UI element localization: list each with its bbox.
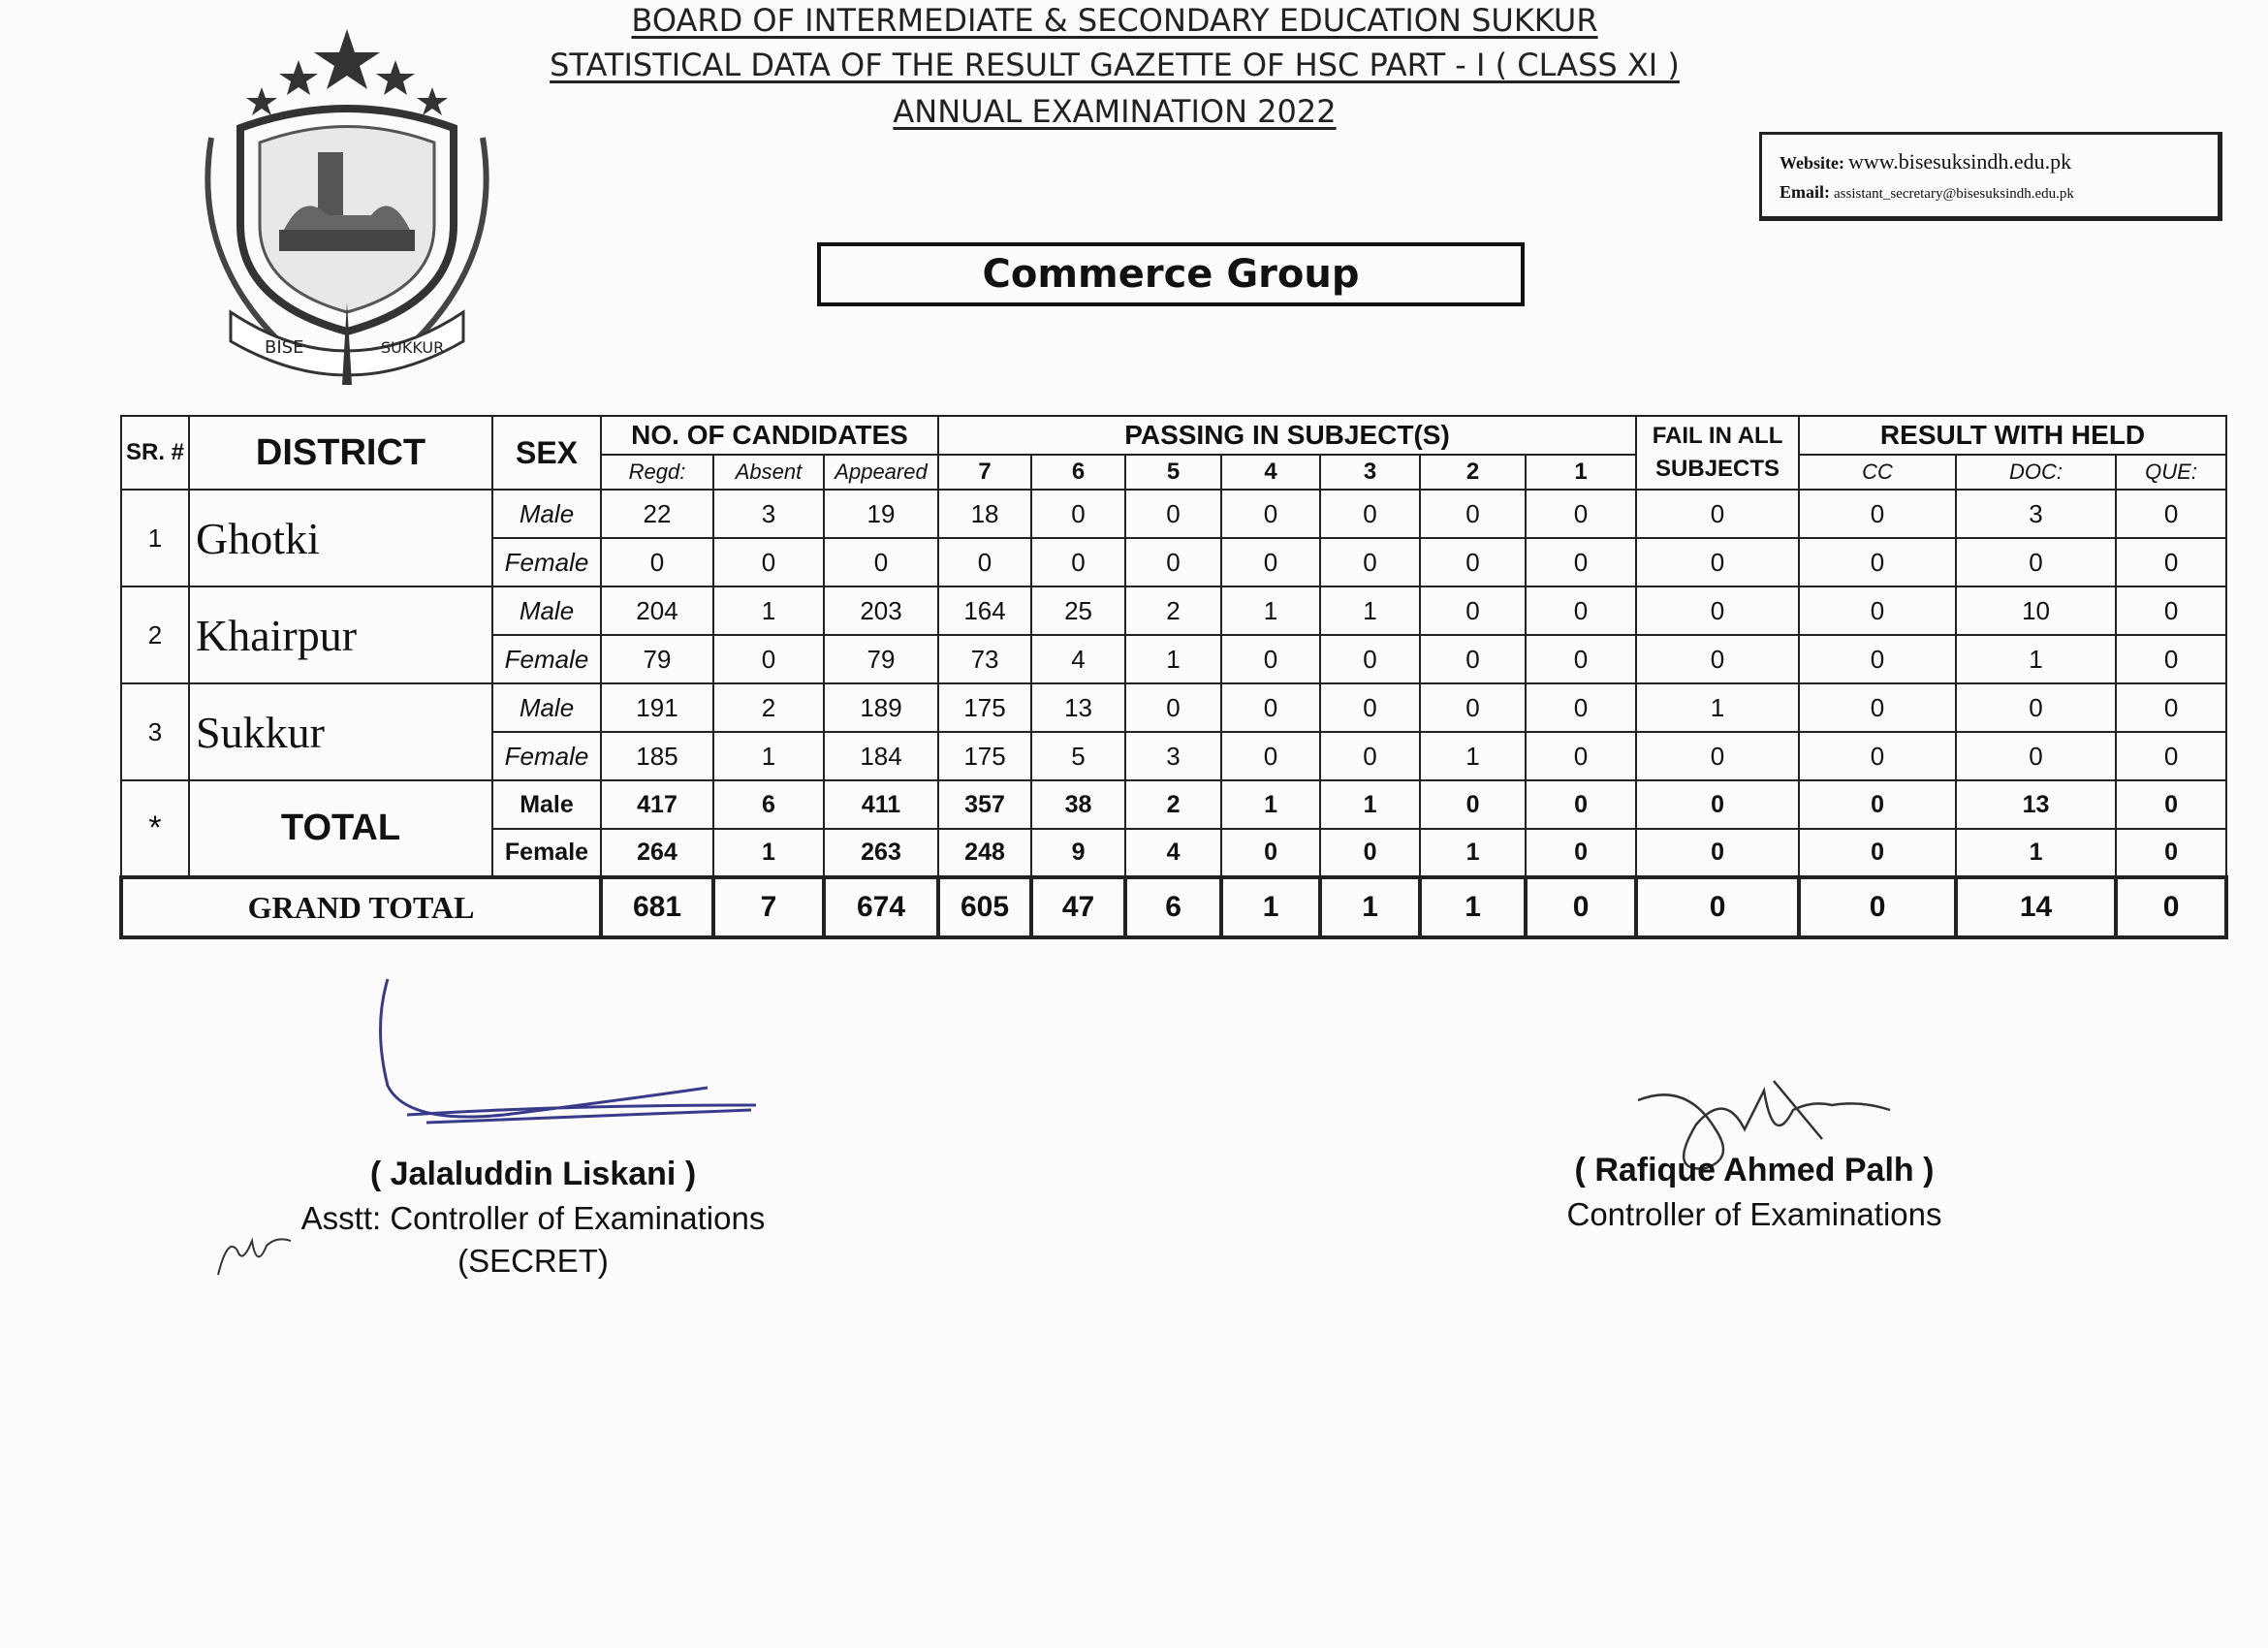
- sex-cell: Female: [492, 732, 601, 780]
- pass-3-cell: 1: [1320, 586, 1420, 635]
- doc-cell: 13: [1956, 780, 2116, 829]
- pass-5-cell: 3: [1125, 732, 1221, 780]
- sr-cell: 3: [121, 683, 189, 780]
- fail-cell: 0: [1636, 586, 1799, 635]
- que-cell: 0: [2116, 635, 2226, 683]
- appeared-cell: 189: [824, 683, 938, 732]
- sr-cell: 2: [121, 586, 189, 683]
- pass-6-cell: 5: [1031, 732, 1125, 780]
- doc-cell: 14: [1956, 877, 2116, 937]
- absent-cell: 0: [713, 538, 824, 586]
- doc-cell: 3: [1956, 490, 2116, 538]
- appeared-cell: 263: [824, 829, 938, 877]
- absent-cell: 1: [713, 829, 824, 877]
- cc-cell: 0: [1799, 877, 1956, 937]
- pass-1-cell: 0: [1526, 780, 1636, 829]
- doc-cell: 10: [1956, 586, 2116, 635]
- group-title: Commerce Group: [817, 242, 1525, 306]
- cc-cell: 0: [1799, 732, 1956, 780]
- pass-3-cell: 0: [1320, 683, 1420, 732]
- pass-7-cell: 175: [938, 683, 1031, 732]
- pass-7-cell: 164: [938, 586, 1031, 635]
- pass-4-cell: 1: [1221, 586, 1320, 635]
- pass-6-cell: 0: [1031, 538, 1125, 586]
- pass-4-cell: 0: [1221, 829, 1320, 877]
- pass-1-cell: 0: [1526, 586, 1636, 635]
- candidates-header: NO. OF CANDIDATES: [601, 416, 938, 455]
- pass-7-cell: 73: [938, 635, 1031, 683]
- fail-cell: 0: [1636, 877, 1799, 937]
- grand-total-row: [121, 877, 2226, 937]
- pass-2-cell: 0: [1420, 635, 1526, 683]
- pass-6-cell: 38: [1031, 780, 1125, 829]
- district-name: Khairpur: [189, 586, 492, 683]
- district-header: DISTRICT: [189, 416, 492, 490]
- pass-1-cell: 0: [1526, 877, 1636, 937]
- pass-7-cell: 0: [938, 538, 1031, 586]
- doc-cell: 1: [1956, 635, 2116, 683]
- email-link[interactable]: assistant_secretary@bisesuksindh.edu.pk: [1834, 186, 2074, 202]
- que-cell: 0: [2116, 877, 2226, 937]
- fail-cell: 0: [1636, 538, 1799, 586]
- fail-header: FAIL IN ALL SUBJECTS: [1636, 416, 1799, 490]
- pass-4-cell: 1: [1221, 780, 1320, 829]
- regd-cell: 191: [601, 683, 713, 732]
- pass-1-cell: 0: [1526, 490, 1636, 538]
- cc-cell: 0: [1799, 490, 1956, 538]
- cc-cell: 0: [1799, 780, 1956, 829]
- website-link[interactable]: www.bisesuksindh.edu.pk: [1848, 149, 2072, 174]
- pass-7-cell: 175: [938, 732, 1031, 780]
- pass-6-cell: 25: [1031, 586, 1125, 635]
- table-row: [121, 490, 2226, 538]
- pass-3-cell: 0: [1320, 829, 1420, 877]
- absent-cell: 6: [713, 780, 824, 829]
- cc-cell: 0: [1799, 538, 1956, 586]
- appeared-cell: 411: [824, 780, 938, 829]
- total-label: TOTAL: [189, 780, 492, 877]
- pass-6-cell: 13: [1031, 683, 1125, 732]
- pass-6-header: 6: [1031, 455, 1125, 490]
- pass-2-header: 2: [1420, 455, 1526, 490]
- fail-cell: 0: [1636, 635, 1799, 683]
- regd-cell: 22: [601, 490, 713, 538]
- sex-cell: Female: [492, 635, 601, 683]
- regd-cell: 204: [601, 586, 713, 635]
- pass-3-header: 3: [1320, 455, 1420, 490]
- pass-5-cell: 1: [1125, 635, 1221, 683]
- logo-ribbon-left: BISE: [265, 337, 304, 358]
- que-cell: 0: [2116, 780, 2226, 829]
- pass-4-cell: 0: [1221, 538, 1320, 586]
- pen-icon: [342, 302, 352, 385]
- pass-5-cell: 2: [1125, 586, 1221, 635]
- que-cell: 0: [2116, 683, 2226, 732]
- table-row: [121, 683, 2226, 732]
- pass-1-cell: 0: [1526, 635, 1636, 683]
- stars-icon: [246, 29, 448, 115]
- regd-cell: 79: [601, 635, 713, 683]
- regd-cell: 185: [601, 732, 713, 780]
- regd-header: Regd:: [601, 455, 713, 490]
- pass-2-cell: 0: [1420, 538, 1526, 586]
- absent-cell: 3: [713, 490, 824, 538]
- absent-cell: 1: [713, 732, 824, 780]
- sex-cell: Female: [492, 538, 601, 586]
- fail-cell: 0: [1636, 829, 1799, 877]
- sr-header: SR. #: [121, 416, 189, 490]
- pass-3-cell: 0: [1320, 732, 1420, 780]
- cc-cell: 0: [1799, 683, 1956, 732]
- left-signature: [368, 969, 775, 1154]
- pass-6-cell: 9: [1031, 829, 1125, 877]
- appeared-cell: 79: [824, 635, 938, 683]
- district-name: Ghotki: [189, 490, 492, 586]
- sex-cell: Male: [492, 683, 601, 732]
- absent-cell: 1: [713, 586, 824, 635]
- pass-3-cell: 0: [1320, 635, 1420, 683]
- pass-7-cell: 605: [938, 877, 1031, 937]
- pass-4-cell: 0: [1221, 683, 1320, 732]
- pass-2-cell: 1: [1420, 877, 1526, 937]
- pass-4-cell: 1: [1221, 877, 1320, 937]
- grand-total-label: GRAND TOTAL: [121, 877, 601, 937]
- total-row: [121, 780, 2226, 829]
- sr-cell: 1: [121, 490, 189, 586]
- cc-header: CC: [1799, 455, 1956, 490]
- pass-6-cell: 0: [1031, 490, 1125, 538]
- pass-5-cell: 0: [1125, 490, 1221, 538]
- email-label: Email:: [1780, 182, 1830, 202]
- pass-3-cell: 1: [1320, 780, 1420, 829]
- pass-5-cell: 4: [1125, 829, 1221, 877]
- pass-3-cell: 0: [1320, 538, 1420, 586]
- cc-cell: 0: [1799, 829, 1956, 877]
- absent-cell: 7: [713, 877, 824, 937]
- pass-1-cell: 0: [1526, 683, 1636, 732]
- contact-box: [1759, 132, 2222, 221]
- pass-5-cell: 0: [1125, 683, 1221, 732]
- pass-2-cell: 0: [1420, 490, 1526, 538]
- pass-2-cell: 1: [1420, 829, 1526, 877]
- que-cell: 0: [2116, 490, 2226, 538]
- pass-4-cell: 0: [1221, 635, 1320, 683]
- doc-cell: 0: [1956, 732, 2116, 780]
- que-header: QUE:: [2116, 455, 2226, 490]
- pass-7-cell: 18: [938, 490, 1031, 538]
- pass-2-cell: 0: [1420, 780, 1526, 829]
- fail-cell: 0: [1636, 780, 1799, 829]
- website-label: Website:: [1780, 153, 1844, 173]
- fail-cell: 0: [1636, 490, 1799, 538]
- sex-cell: Male: [492, 586, 601, 635]
- regd-cell: 0: [601, 538, 713, 586]
- board-logo: [173, 21, 521, 390]
- pass-5-cell: 6: [1125, 877, 1221, 937]
- doc-header: DOC:: [1956, 455, 2116, 490]
- fail-cell: 0: [1636, 732, 1799, 780]
- results-table: [119, 415, 2228, 939]
- doc-cell: 1: [1956, 829, 2116, 877]
- regd-cell: 264: [601, 829, 713, 877]
- pass-3-cell: 0: [1320, 490, 1420, 538]
- cc-cell: 0: [1799, 635, 1956, 683]
- pass-5-header: 5: [1125, 455, 1221, 490]
- board-title: BOARD OF INTERMEDIATE & SECONDARY EDUCATION SUKKUR: [631, 2, 1598, 39]
- right-signatory-name: ( Rafique Ahmed Palh ): [1574, 1152, 1935, 1188]
- appeared-cell: 19: [824, 490, 938, 538]
- appeared-cell: 0: [824, 538, 938, 586]
- gazette-title: STATISTICAL DATA OF THE RESULT GAZETTE OF HSC PART - I ( CLASS XI ): [550, 47, 1680, 83]
- pass-4-cell: 0: [1221, 490, 1320, 538]
- que-cell: 0: [2116, 538, 2226, 586]
- sex-header: SEX: [492, 416, 601, 490]
- pass-2-cell: 1: [1420, 732, 1526, 780]
- header-row-1: [121, 416, 2226, 455]
- doc-cell: 0: [1956, 538, 2116, 586]
- appeared-cell: 184: [824, 732, 938, 780]
- pass-4-cell: 0: [1221, 732, 1320, 780]
- pass-3-cell: 1: [1320, 877, 1420, 937]
- left-signatory-note: (SECRET): [457, 1243, 609, 1279]
- absent-cell: 2: [713, 683, 824, 732]
- table-row: [121, 586, 2226, 635]
- right-signatory-role: Controller of Examinations: [1566, 1196, 1942, 1232]
- pass-4-header: 4: [1221, 455, 1320, 490]
- pass-1-cell: 0: [1526, 538, 1636, 586]
- pass-7-cell: 248: [938, 829, 1031, 877]
- left-signatory-name: ( Jalaluddin Liskani ): [369, 1156, 697, 1192]
- withheld-header: RESULT WITH HELD: [1799, 416, 2226, 455]
- que-cell: 0: [2116, 586, 2226, 635]
- que-cell: 0: [2116, 829, 2226, 877]
- absent-header: Absent: [713, 455, 824, 490]
- pass-6-cell: 4: [1031, 635, 1125, 683]
- right-signature: [1628, 1071, 1909, 1217]
- sex-cell: Male: [492, 780, 601, 829]
- left-signatory-role: Asstt: Controller of Examinations: [300, 1200, 766, 1236]
- passing-header: PASSING IN SUBJECT(S): [938, 416, 1636, 455]
- sex-cell: Female: [492, 829, 601, 877]
- que-cell: 0: [2116, 732, 2226, 780]
- sex-cell: Male: [492, 490, 601, 538]
- doc-cell: 0: [1956, 683, 2116, 732]
- appeared-header: Appeared: [824, 455, 938, 490]
- exam-title: ANNUAL EXAMINATION 2022: [893, 93, 1337, 130]
- pass-7-cell: 357: [938, 780, 1031, 829]
- fail-cell: 1: [1636, 683, 1799, 732]
- pass-5-cell: 0: [1125, 538, 1221, 586]
- pass-1-header: 1: [1526, 455, 1636, 490]
- appeared-cell: 203: [824, 586, 938, 635]
- absent-cell: 0: [713, 635, 824, 683]
- cc-cell: 0: [1799, 586, 1956, 635]
- pass-5-cell: 2: [1125, 780, 1221, 829]
- appeared-cell: 674: [824, 877, 938, 937]
- pass-2-cell: 0: [1420, 586, 1526, 635]
- pass-2-cell: 0: [1420, 683, 1526, 732]
- logo-ribbon-right: SUKKUR: [381, 338, 445, 357]
- sr-cell: *: [121, 780, 189, 877]
- regd-cell: 681: [601, 877, 713, 937]
- pass-1-cell: 0: [1526, 732, 1636, 780]
- pass-7-header: 7: [938, 455, 1031, 490]
- pass-6-cell: 47: [1031, 877, 1125, 937]
- regd-cell: 417: [601, 780, 713, 829]
- district-name: Sukkur: [189, 683, 492, 780]
- pass-1-cell: 0: [1526, 829, 1636, 877]
